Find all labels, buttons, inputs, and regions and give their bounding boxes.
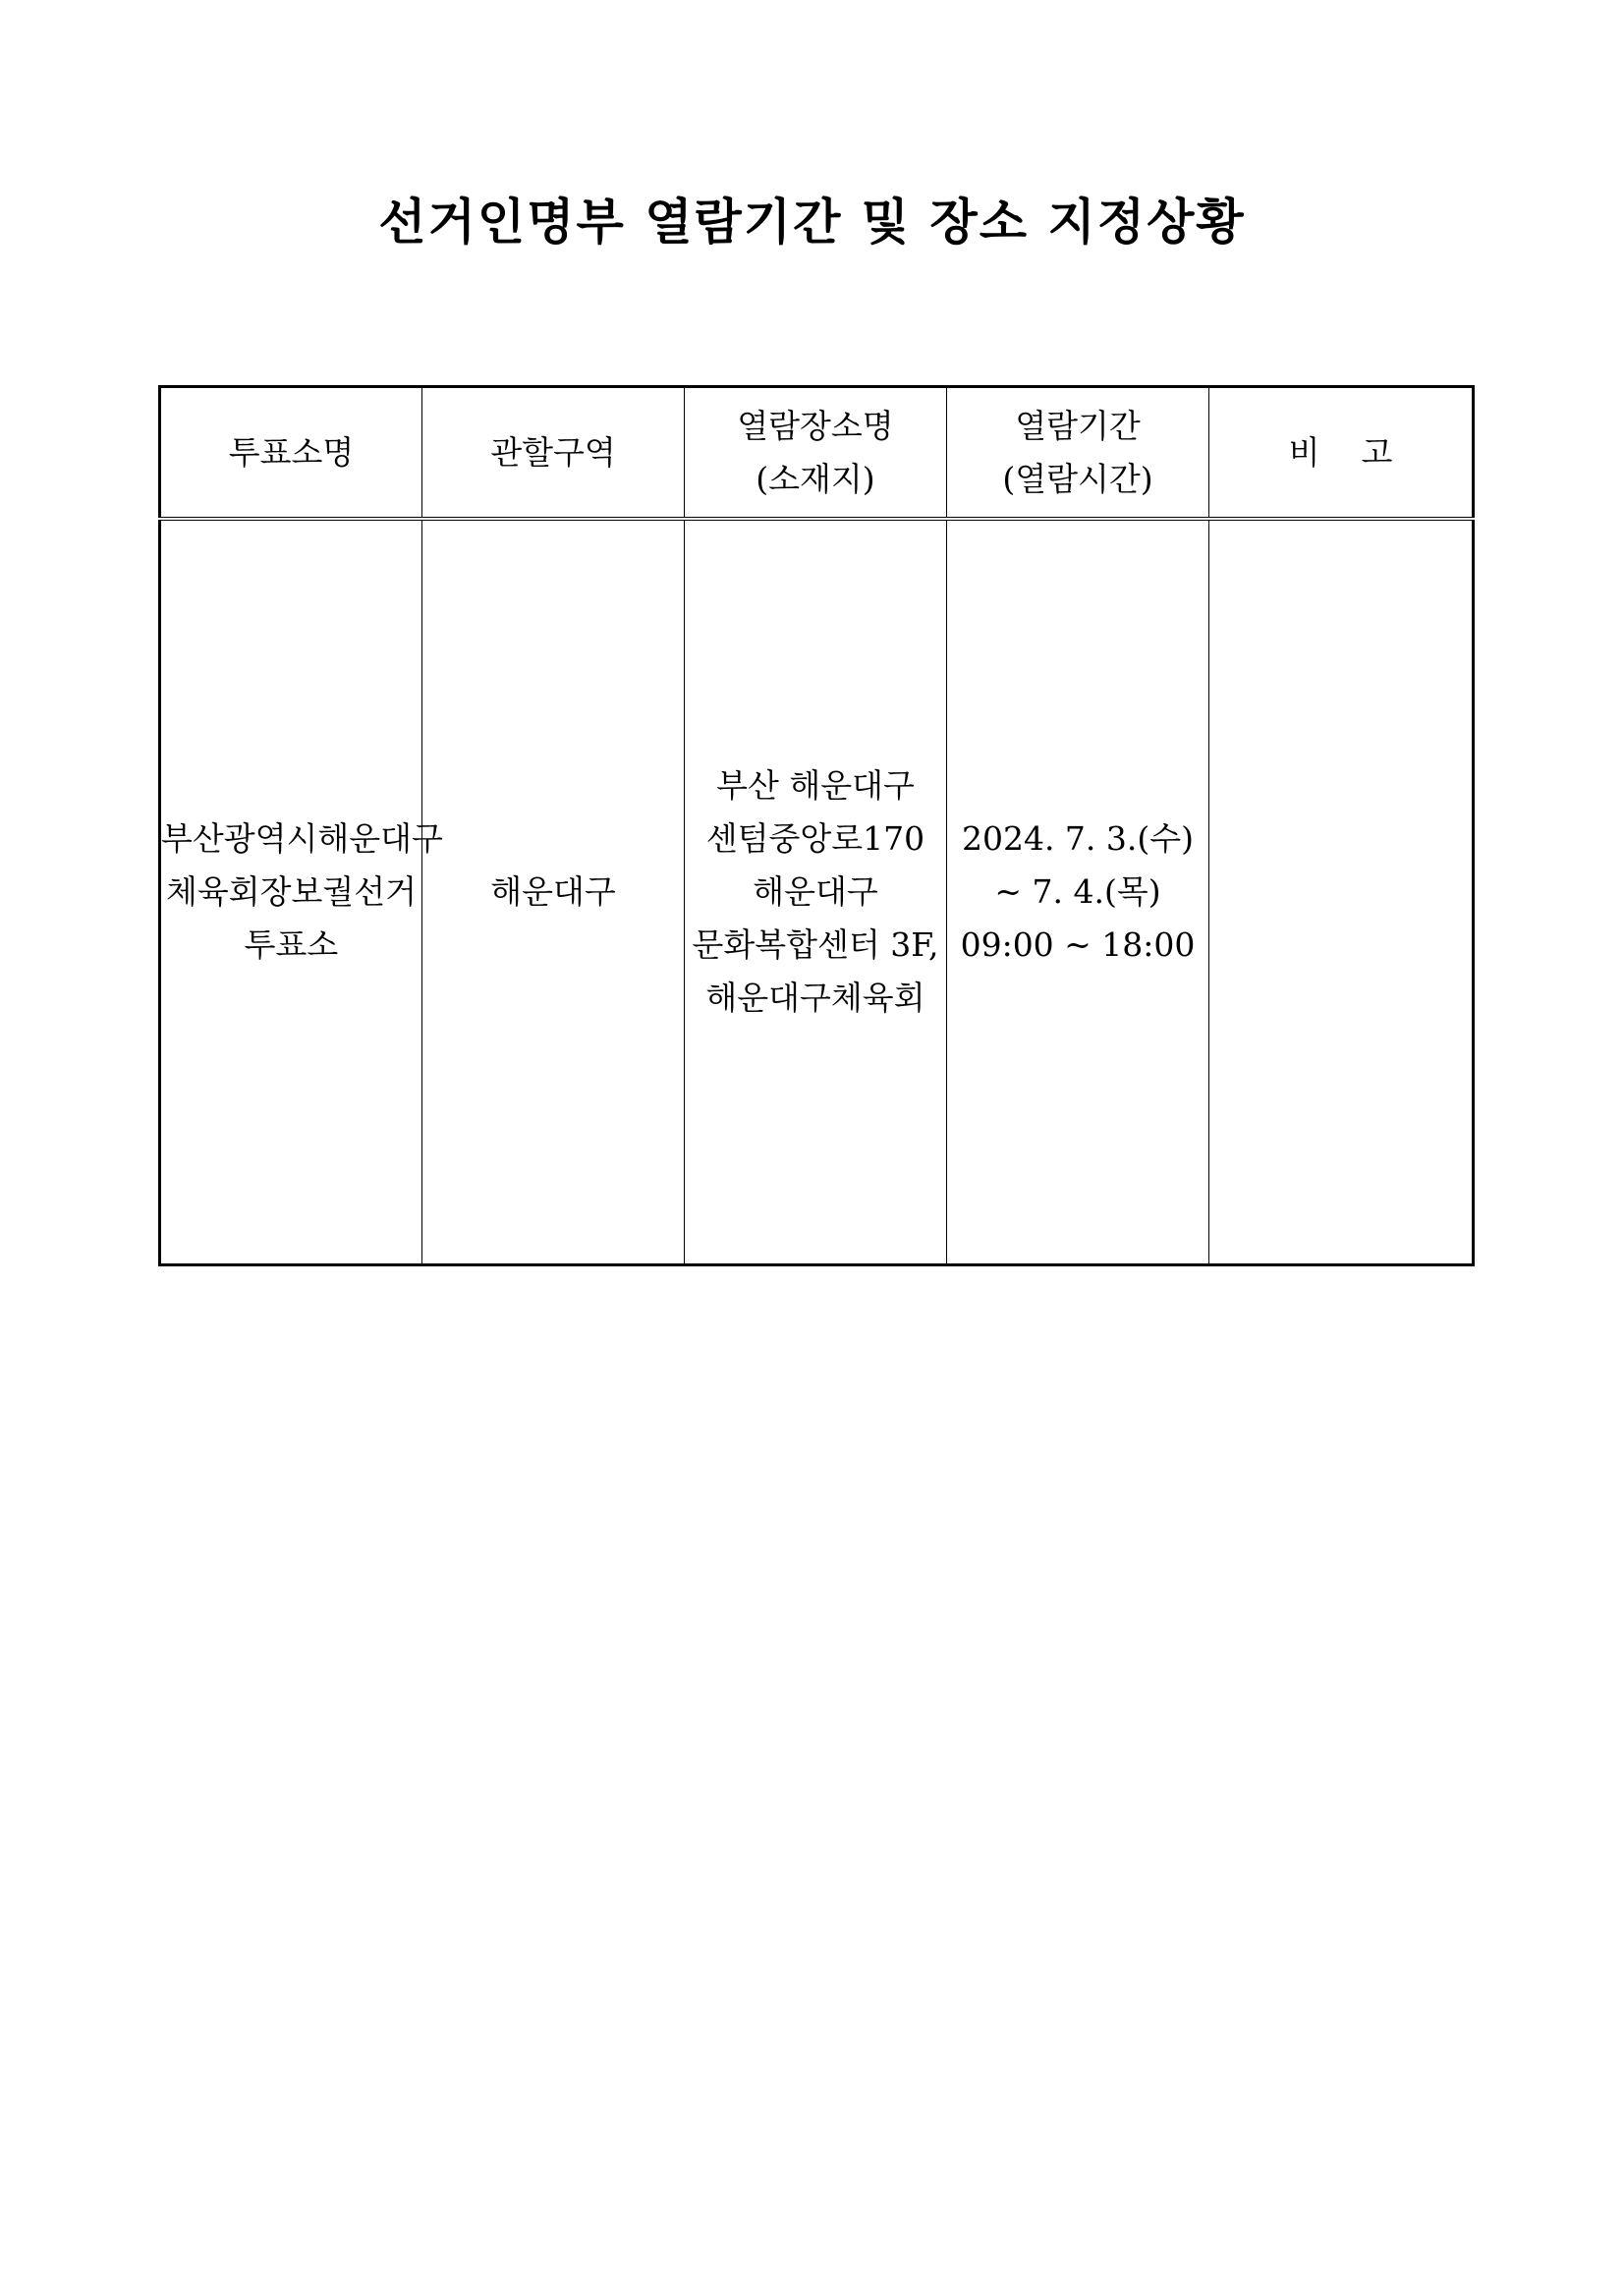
cell-jurisdiction: [422, 519, 685, 1265]
header-remarks: [1209, 387, 1474, 520]
header-jurisdiction-label: 관할구역: [490, 432, 616, 472]
header-polling-station-label: 투표소명: [228, 432, 355, 472]
header-polling-station: [160, 387, 422, 520]
cell-venue: [685, 519, 947, 1265]
inspection-schedule-table: [158, 385, 1475, 1266]
header-jurisdiction: [422, 387, 685, 520]
table-row: [160, 519, 1474, 1265]
venue-line: 부산 해운대구: [716, 766, 915, 805]
header-venue-sublabel: (소재지): [756, 459, 875, 498]
table-header-row: [160, 387, 1474, 520]
cell-remarks: [1209, 519, 1474, 1265]
header-remarks-label: 비 고: [1288, 432, 1393, 472]
header-period: [947, 387, 1209, 520]
venue-line: 문화복합센터 3F,: [692, 925, 939, 964]
jurisdiction-value: 해운대구: [490, 872, 616, 911]
polling-station-line: 투표소: [244, 925, 339, 964]
period-line: ~ 7. 4.(목): [994, 872, 1161, 911]
period-line: 2024. 7. 3.(수): [961, 819, 1195, 858]
polling-station-line: 체육회장보궐선거: [165, 872, 418, 911]
cell-period: [947, 519, 1209, 1265]
header-venue: [685, 387, 947, 520]
header-venue-label: 열람장소명: [737, 406, 894, 445]
header-period-sublabel: (열람시간): [1002, 459, 1153, 498]
polling-station-line: 부산광역시해운대구: [161, 819, 443, 858]
document-title: 선거인명부 열람기간 및 장소 지정상황: [378, 194, 1246, 251]
venue-line: 해운대구체육회: [705, 979, 925, 1017]
cell-polling-station: [160, 519, 443, 1265]
venue-line: 센텀중앙로170: [705, 819, 925, 858]
header-period-label: 열람기간: [1015, 406, 1141, 445]
period-line: 09:00 ~ 18:00: [960, 925, 1196, 964]
venue-line: 해운대구: [753, 872, 878, 911]
